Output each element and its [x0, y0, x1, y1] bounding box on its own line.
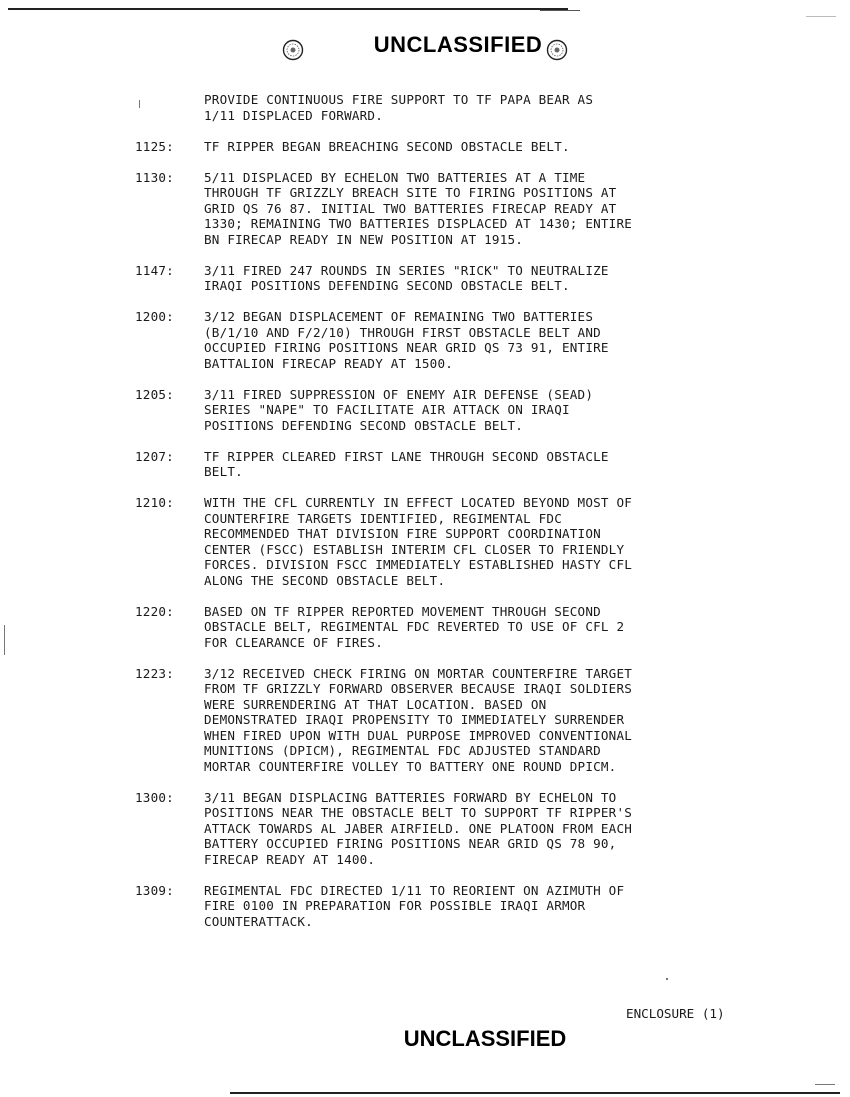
log-entry: [135, 449, 785, 480]
bottom-rule: [230, 1092, 840, 1094]
log-entry: [135, 387, 785, 434]
entry-text: WITH THE CFL CURRENTLY IN EFFECT LOCATED BEYOND MOST OF COUNTERFIRE TARGETS IDENTIFIED, REGIMENTAL FDC RECOMMENDED THAT DIVISION FIRE SUPPORT COORDINATION CENTER (FSCC) ESTABLISH INTERIM CFL CLOSER TO FRIENDLY FORCES. DIVISION FSCC IMMEDIATELY ESTABLISHED HASTY CFL ALONG THE SECOND OBSTACLE BELT.: [204, 495, 633, 588]
log-entry: [135, 495, 785, 588]
entry-text: PROVIDE CONTINUOUS FIRE SUPPORT TO TF PAPA BEAR AS 1/11 DISPLACED FORWARD.: [204, 92, 594, 123]
scan-mark: [806, 16, 836, 17]
top-rule: [8, 8, 568, 10]
log-entry: [135, 666, 785, 775]
enclosure-label: ENCLOSURE (1): [626, 1006, 725, 1021]
entry-time: 1223:: [135, 665, 174, 681]
log-entries: [135, 92, 785, 945]
entry-time: [135, 92, 204, 123]
entry-time: 1205:: [135, 386, 174, 402]
log-entry: [135, 883, 785, 930]
scan-mark: [666, 978, 668, 980]
seal-icon: [546, 39, 568, 61]
log-entry: [135, 139, 785, 155]
log-entry: [135, 604, 785, 651]
log-entry: [135, 263, 785, 294]
entry-time: 1125:: [135, 138, 174, 154]
entry-text: 5/11 DISPLACED BY ECHELON TWO BATTERIES AT A TIME THROUGH TF GRIZZLY BREACH SITE TO FIRING POSITIONS AT GRID QS 76 87. INITIAL TWO BATTERIES FIRECAP READY AT 1330; REMAINING TWO BATTERIES DISPLACED AT 1430; ENTIRE BN FIRECAP READY IN NEW POSITION AT 1915.: [204, 169, 633, 247]
entry-text: REGIMENTAL FDC DIRECTED 1/11 TO REORIENT ON AZIMUTH OF FIRE 0100 IN PREPARATION FOR POSSIBLE IRAQI ARMOR COUNTERATTACK.: [204, 882, 625, 929]
entry-text: TF RIPPER CLEARED FIRST LANE THROUGH SECOND OBSTACLE BELT.: [204, 448, 609, 479]
scan-mark: [4, 625, 5, 655]
log-entry: [135, 790, 785, 868]
entry-text: 3/12 RECEIVED CHECK FIRING ON MORTAR COUNTERFIRE TARGET FROM TF GRIZZLY FORWARD OBSERVER BECAUSE IRAQI SOLDIERS WERE SURRENDERING AT THAT LOCATION. BASED ON DEMONSTRATED IRAQI PROPENSITY TO IMMEDIATELY SURRENDER WHEN FIRED UPON WITH DUAL PURPOSE IMPROVED CONVENTIONAL MUNITIONS (DPICM), REGIMENTAL FDC ADJUSTED STANDARD MORTAR COUNTERFIRE VOLLEY TO BATTERY ONE ROUND DPICM.: [204, 665, 633, 774]
entry-time: 1309:: [135, 882, 174, 898]
entry-text: TF RIPPER BEGAN BREACHING SECOND OBSTACLE BELT.: [204, 138, 570, 154]
entry-text: 3/12 BEGAN DISPLACEMENT OF REMAINING TWO BATTERIES (B/1/10 AND F/2/10) THROUGH FIRST OBSTACLE BELT AND OCCUPIED FIRING POSITIONS NEAR GRID QS 73 91, ENTIRE BATTALION FIRECAP READY AT 1500.: [204, 309, 609, 371]
log-entry: [135, 170, 785, 248]
entry-time: 1130:: [135, 169, 174, 185]
entry-time: 1220:: [135, 603, 174, 619]
scan-mark: [815, 1084, 835, 1085]
page-header: [0, 28, 850, 62]
entry-text: BASED ON TF RIPPER REPORTED MOVEMENT THROUGH SECOND OBSTACLE BELT, REGIMENTAL FDC REVERTED TO USE OF CFL 2 FOR CLEARANCE OF FIRES.: [204, 603, 625, 650]
entry-time: 1147:: [135, 262, 174, 278]
entry-time: 1207:: [135, 448, 174, 464]
entry-text: 3/11 FIRED 247 ROUNDS IN SERIES "RICK" TO NEUTRALIZE IRAQI POSITIONS DEFENDING SECOND OBSTACLE BELT.: [204, 262, 609, 293]
seal-icon: [282, 39, 304, 61]
entry-text: 3/11 FIRED SUPPRESSION OF ENEMY AIR DEFENSE (SEAD) SERIES "NAPE" TO FACILITATE AIR ATTACK ON IRAQI POSITIONS DEFENDING SECOND OBSTACLE BELT.: [204, 386, 594, 433]
entry-time: 1300:: [135, 789, 174, 805]
entry-time: 1210:: [135, 495, 174, 510]
entry-time: 1200:: [135, 309, 174, 324]
entry-text: 3/11 BEGAN DISPLACING BATTERIES FORWARD BY ECHELON TO POSITIONS NEAR THE OBSTACLE BELT TO SUPPORT TF RIPPER'S ATTACK TOWARDS AL JABER AIRFIELD. ONE PLATOON FROM EACH BATTERY OCCUPIED FIRING POSITIONS NEAR GRID QS 78 90, FIRECAP READY AT 1400.: [204, 789, 633, 867]
log-entry: [135, 309, 785, 371]
top-rule-fragment: [540, 10, 580, 11]
footer-classification: UNCLASSIFIED: [403, 1026, 567, 1051]
header-classification: UNCLASSIFIED: [373, 32, 543, 57]
scan-mark: [139, 100, 140, 108]
log-entry: [135, 92, 785, 123]
